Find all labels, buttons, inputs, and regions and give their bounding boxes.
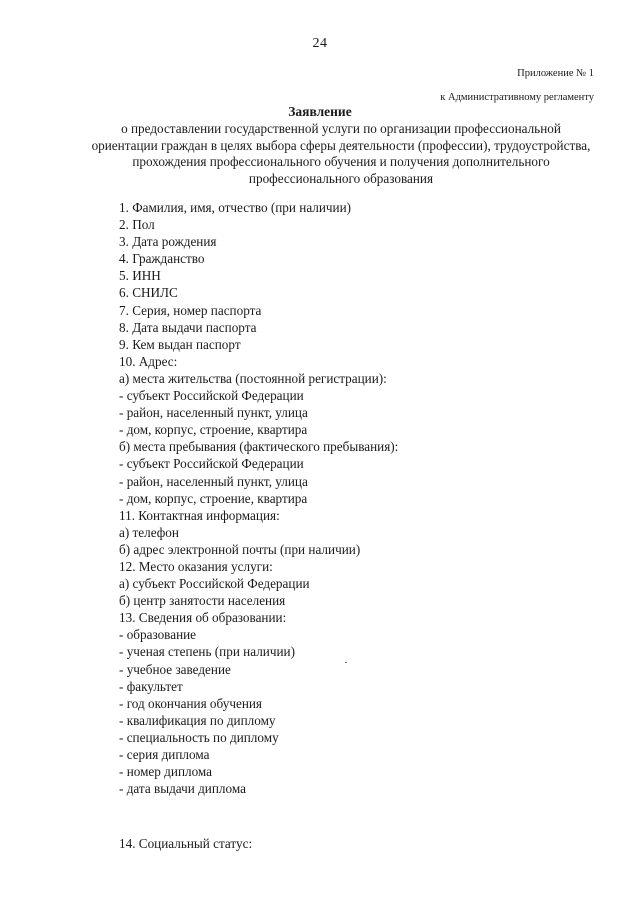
list-item: 9. Кем выдан паспорт	[119, 336, 241, 352]
list-item: - серия диплома	[119, 747, 210, 762]
list-item: 2. Пол	[119, 217, 155, 233]
list-item: 4. Гражданство	[119, 251, 205, 267]
list-item: б) адрес электронной почты (при наличии)	[119, 541, 361, 557]
appendix-label: Приложение № 1	[517, 68, 594, 79]
list-item: - субъект Российской Федерации	[119, 388, 304, 404]
list-item: - образование	[119, 627, 197, 643]
list-item: а) субъект Российской Федерации	[119, 576, 310, 592]
list-item: 3. Дата рождения	[119, 234, 217, 250]
list-item: 5. ИНН	[119, 268, 161, 284]
list-item: а) телефон	[119, 524, 179, 540]
list-item: - дом, корпус, строение, квартира	[119, 490, 308, 506]
scan-speck	[345, 662, 347, 663]
list-item: - район, населенный пункт, улица	[119, 473, 308, 489]
list-item: - факультет	[119, 678, 183, 694]
form-fields-list	[119, 199, 398, 797]
list-item: - год окончания обучения	[119, 695, 262, 711]
list-item: 10. Адрес:	[119, 353, 178, 369]
list-item: б) центр занятости населения	[119, 593, 286, 609]
list-item: - номер диплома	[119, 764, 213, 780]
list-item: 6. СНИЛС	[119, 285, 178, 301]
list-item: - субъект Российской Федерации	[119, 456, 304, 472]
list-item: а) места жительства (постоянной регистрации):	[119, 370, 387, 386]
list-item: 12. Место оказания услуги:	[119, 558, 273, 574]
list-item: - ученая степень (при наличии)	[119, 644, 295, 660]
list-item: - квалификация по диплому	[119, 712, 276, 728]
list-item: б) места пребывания (фактического пребывания):	[119, 439, 399, 455]
list-item-social-status: 14. Социальный статус:	[119, 836, 253, 851]
document-title: Заявление	[288, 104, 352, 119]
document-subtitle: о предоставлении государственной услуги по организации профессиональной ориентации граждан в целях выбора сферы деятельности (профессии), трудоустройства, прохождения профессионального обучения и получения дополнительного профессионального образования	[91, 121, 591, 186]
list-item: - дата выдачи диплома	[119, 781, 246, 797]
page-number: 24	[312, 36, 328, 51]
appendix-reference: к Административному регламенту	[440, 92, 594, 103]
list-item: 8. Дата выдачи паспорта	[119, 319, 257, 335]
list-item: 1. Фамилия, имя, отчество (при наличии)	[119, 200, 352, 215]
list-item: 13. Сведения об образовании:	[119, 610, 287, 626]
list-item: - специальность по диплому	[119, 729, 279, 745]
list-item: - район, населенный пункт, улица	[119, 405, 308, 421]
list-item: - дом, корпус, строение, квартира	[119, 422, 308, 438]
list-item: 11. Контактная информация:	[119, 507, 280, 523]
list-item: - учебное заведение	[119, 661, 231, 677]
list-item: 7. Серия, номер паспорта	[119, 302, 262, 318]
